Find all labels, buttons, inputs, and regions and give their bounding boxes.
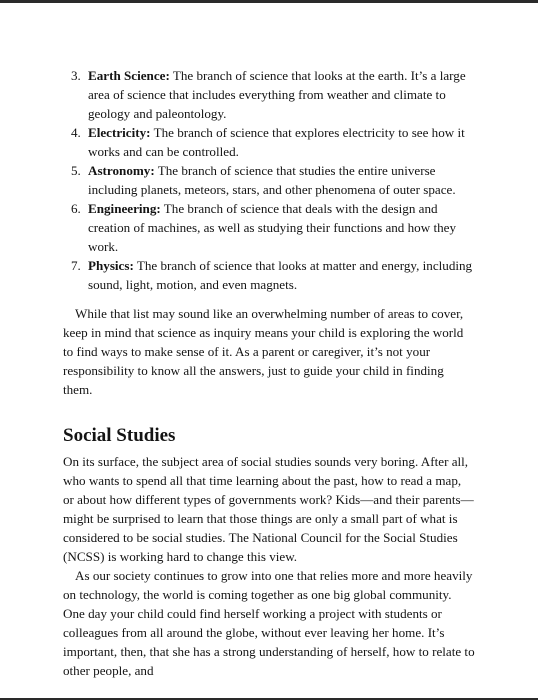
- top-border: [0, 0, 538, 3]
- list-number: 4.: [71, 125, 81, 140]
- social-studies-paragraph-2: As our society continues to grow into one that relies more and more heavily on technology, the world is coming together as one big global community. One day your child could find herself working a project with students or colleagues from all around the globe, without ever leaving her home. It’s important, then, that she has a strong understanding of herself, how to relate to other people, and: [63, 568, 475, 678]
- list-item: [63, 66, 475, 123]
- list-item: [63, 161, 475, 199]
- list-term: Engineering:: [88, 201, 161, 216]
- list-description: The branch of science that studies the entire universe including planets, meteors, stars, and other phenomena of outer space.: [88, 163, 456, 197]
- list-term: Physics:: [88, 258, 134, 273]
- list-number: 5.: [71, 163, 81, 178]
- list-description: The branch of science that looks at the earth. It’s a large area of science that includes everything from weather and climate to geology and paleontology.: [88, 68, 466, 121]
- list-item: [63, 199, 475, 256]
- science-paragraph: While that list may sound like an overwhelming number of areas to cover, keep in mind that science as inquiry means your child is exploring the world to find ways to make sense of it. As a parent or caregiver, it’s not your responsibility to know all the answers, just to guide your child in finding them.: [63, 306, 464, 397]
- list-number: 3.: [71, 68, 81, 83]
- section-heading: Social Studies: [63, 425, 176, 446]
- list-description: The branch of science that deals with the design and creation of machines, as well as studying their functions and how they work.: [88, 201, 456, 254]
- document-page: [63, 66, 475, 680]
- social-studies-paragraph-1: On its surface, the subject area of social studies sounds very boring. After all, who wants to spend all that time learning about the past, how to read a map, or about how different types of governments work? Kids—and their parents—might be surprised to learn that those things are only a small part of what is considered to be social studies. The National Council for the Social Studies (NCSS) is working hard to change this view.: [63, 454, 474, 564]
- list-number: 7.: [71, 258, 81, 273]
- list-term: Earth Science:: [88, 68, 170, 83]
- science-branches-list: [63, 66, 475, 294]
- list-description: The branch of science that explores electricity to see how it works and can be controlled.: [88, 125, 465, 159]
- list-term: Electricity:: [88, 125, 151, 140]
- list-term: Astronomy:: [88, 163, 155, 178]
- list-description: The branch of science that looks at matter and energy, including sound, light, motion, and even magnets.: [88, 258, 473, 292]
- list-item: [63, 256, 475, 294]
- list-number: 6.: [71, 201, 81, 216]
- list-item: [63, 123, 475, 161]
